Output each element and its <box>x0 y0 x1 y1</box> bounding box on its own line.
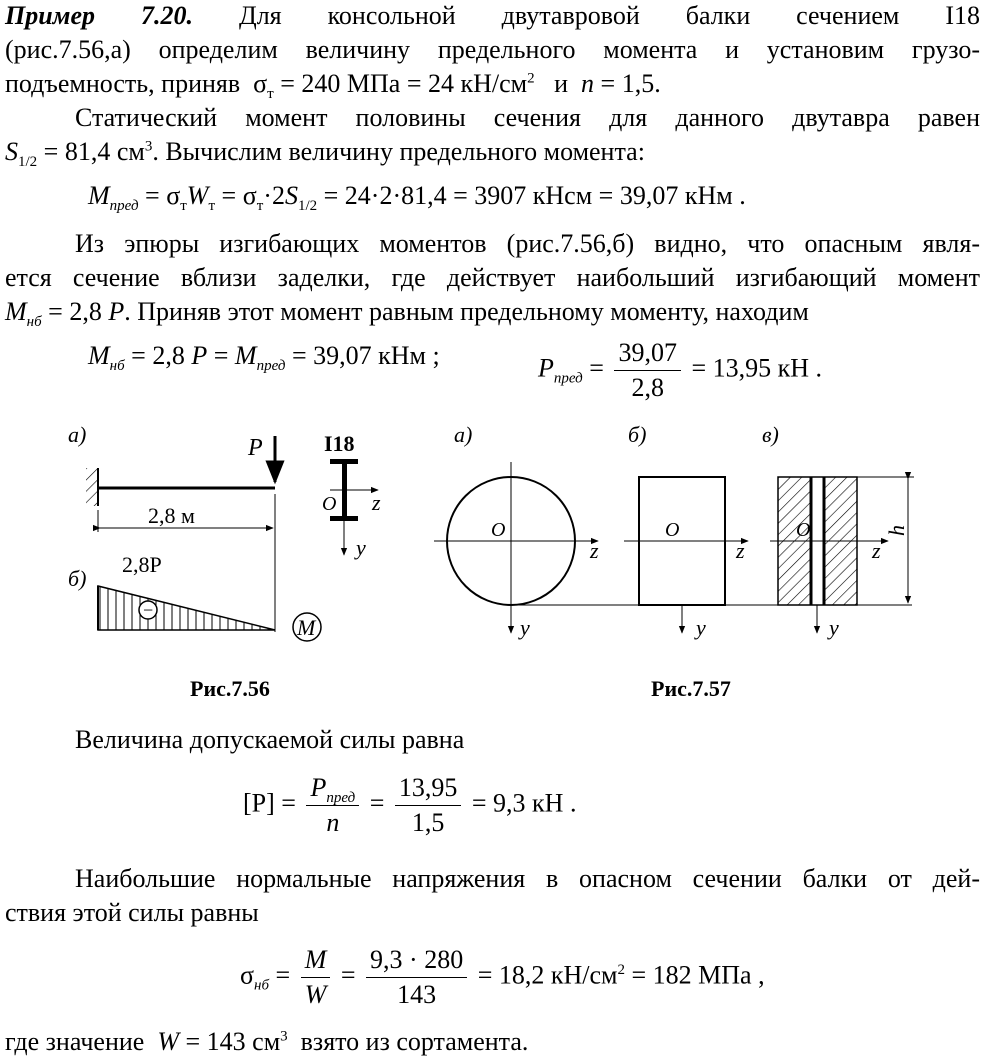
y-label: y <box>696 615 706 640</box>
text-segment: . Вычислим величину предельного момента: <box>152 137 645 166</box>
denominator: 2,8 <box>631 373 664 402</box>
para3-line3 <box>5 296 980 331</box>
numerator <box>301 945 331 978</box>
para1-line1-text: Для консольной двутавровой балки сечением <box>238 1 900 30</box>
moment-area <box>98 586 275 630</box>
label-c: в) <box>762 422 779 447</box>
caption-756: Рис.7.56 <box>190 676 270 701</box>
h-label: h <box>884 525 909 536</box>
text-segment: . Приняв этот момент равным предельному моменту, находим <box>124 297 809 326</box>
wall-hatch <box>86 468 98 506</box>
fig756-i-section <box>322 431 381 560</box>
moment-label: 2,8P <box>122 552 162 577</box>
sup: 2 <box>527 70 535 87</box>
var: M <box>88 181 110 210</box>
text-segment: = 13,95 кН . <box>691 353 823 383</box>
sub: т <box>256 198 264 215</box>
var-s: S <box>5 137 18 166</box>
sub: пред <box>326 790 356 807</box>
formula-allowable <box>243 773 576 838</box>
fig757-rectangle <box>624 422 748 640</box>
var-n: n <box>581 69 595 98</box>
para2-line2 <box>5 136 980 171</box>
text-segment: [P] = <box>243 788 296 818</box>
text-segment: ·2 <box>263 181 285 210</box>
example-title: Пример 7.20. <box>5 1 193 30</box>
text-segment: = 182 МПа , <box>631 960 765 990</box>
formula-p-pred <box>538 338 822 403</box>
para1-line1 <box>5 0 980 32</box>
var: P <box>310 773 327 802</box>
z-label: z <box>372 490 381 515</box>
text-segment: = 81,4 см <box>43 137 145 166</box>
para1-line2: (рис.7.56,а) определим величину предельного момента и установим грузо- <box>5 35 980 64</box>
sup: 3 <box>144 138 153 155</box>
var: P <box>108 297 125 326</box>
y-label: y <box>356 535 366 560</box>
label-b: б) <box>68 566 87 591</box>
para5-line2: ствия этой силы равны <box>5 898 259 927</box>
para6-line1 <box>5 1026 980 1058</box>
text-segment: и <box>554 69 569 98</box>
text-segment: = 9,3 кН . <box>471 788 577 818</box>
sub: нб <box>254 977 270 994</box>
sigma-symbol: σ <box>253 69 268 98</box>
sub: т <box>208 198 216 215</box>
text-segment: = <box>369 788 385 818</box>
text-segment: = <box>340 960 356 990</box>
numerator: 39,07 <box>614 338 681 371</box>
denominator <box>301 978 331 1010</box>
numerator: 13,95 <box>395 773 462 806</box>
var: W <box>304 980 327 1009</box>
fraction <box>301 945 331 1010</box>
var: W <box>186 181 209 210</box>
sub: пред <box>553 370 583 387</box>
origin-label: O <box>796 519 811 541</box>
force-label: P <box>248 435 263 461</box>
figures-area <box>0 418 982 708</box>
var: M <box>234 341 257 370</box>
text-segment: = <box>213 341 229 370</box>
label-b: б) <box>628 422 647 447</box>
sub: пред <box>109 198 139 215</box>
z-label: z <box>736 538 745 563</box>
label-a: а) <box>68 422 87 447</box>
profile-label: I18 <box>945 1 981 30</box>
text-segment: = 2,8 <box>131 341 185 370</box>
para4-line1: Величина допускаемой силы равна <box>75 725 465 754</box>
text-segment: = 24·2·81,4 = 3907 кНсм = 39,07 кНм . <box>323 181 746 210</box>
text-segment: подъемность, приняв <box>5 69 241 98</box>
para3-line1: Из эпюры изгибающих моментов (рис.7.56,б) видно, что опасным явля- <box>75 229 980 258</box>
sub: нб <box>109 358 125 375</box>
text-segment: = σ <box>145 181 181 210</box>
fraction <box>614 338 681 403</box>
label-a: а) <box>454 422 473 447</box>
var: P <box>191 341 208 370</box>
var: W <box>157 1027 179 1056</box>
para3-line2: ется сечение вблизи заделки, где действует наибольший изгибающий момент <box>5 263 980 292</box>
formula-stress <box>240 945 765 1010</box>
para2-line1: Статический момент половины сечения для данного двутавра равен <box>75 103 980 132</box>
fig757-i-beam <box>762 422 914 640</box>
m-label: M <box>297 615 316 640</box>
numerator <box>306 773 359 806</box>
origin-label: O <box>491 519 506 541</box>
origin-label: O <box>665 519 680 541</box>
text-segment: = σ <box>221 181 257 210</box>
fraction <box>366 945 467 1010</box>
sigma-symbol: σ <box>240 960 255 990</box>
text-segment: = <box>589 353 604 383</box>
var: M <box>304 945 327 974</box>
profile-label: I18 <box>324 431 355 456</box>
caption-757: Рис.7.57 <box>651 676 731 701</box>
numerator: 9,3 · 280 <box>366 945 467 978</box>
text-segment: = 240 МПа = 24 кН/см <box>280 69 528 98</box>
text-segment: где значение <box>5 1027 145 1056</box>
para1-line3 <box>5 68 980 103</box>
denominator: 1,5 <box>411 808 445 837</box>
text-segment: взято из сортамента. <box>300 1027 529 1056</box>
fraction <box>306 773 359 838</box>
fraction <box>395 773 462 838</box>
var: S <box>284 181 298 210</box>
var: P <box>538 353 554 383</box>
text-segment: = 18,2 кН/см <box>477 960 618 990</box>
z-label: z <box>872 538 881 563</box>
fig756-moment-diagram <box>68 552 321 641</box>
sub: 1/2 <box>297 198 318 215</box>
sub-t: т <box>267 86 274 103</box>
y-label: y <box>829 615 839 640</box>
minus-text: − <box>143 600 154 620</box>
length-label: 2,8 м <box>148 503 195 528</box>
text-segment: = 143 см <box>185 1027 281 1056</box>
text-segment: = 1,5. <box>600 69 661 98</box>
sub: нб <box>26 314 42 331</box>
z-label: z <box>590 538 599 563</box>
sub: т <box>180 198 187 215</box>
var: M <box>5 297 27 326</box>
sup: 3 <box>280 1028 288 1045</box>
var: n <box>326 808 340 837</box>
origin-label: O <box>322 493 337 515</box>
sup: 2 <box>617 961 625 978</box>
formula-m-pred <box>88 180 746 215</box>
para5-line1: Наибольшие нормальные напряжения в опасном сечении балки от дей- <box>75 864 980 893</box>
sub: 1/2 <box>18 154 38 171</box>
text-segment: = <box>275 960 291 990</box>
y-label: y <box>520 615 530 640</box>
text-segment: = 2,8 <box>48 297 102 326</box>
sub: пред <box>256 358 286 375</box>
formula-m-nb <box>88 340 440 375</box>
var: M <box>88 341 110 370</box>
denominator: 143 <box>397 980 437 1009</box>
denominator <box>306 806 359 838</box>
text-segment: = 39,07 кНм ; <box>291 341 440 370</box>
